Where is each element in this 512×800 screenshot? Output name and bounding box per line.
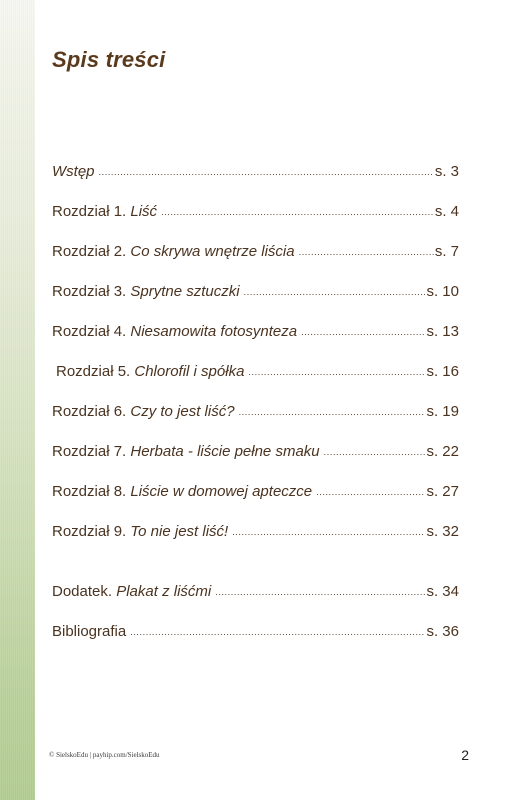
toc-entry-prefix: Rozdział 5.	[56, 363, 135, 380]
page-title: Spis treści	[52, 47, 166, 72]
dot-leader	[130, 627, 425, 637]
toc-entry-page: s. 22	[426, 443, 459, 460]
toc-entry-chapter-9	[52, 523, 459, 563]
dot-leader	[248, 367, 425, 377]
toc-entry-prefix: Rozdział 1.	[52, 203, 131, 220]
toc-entry-title: Sprytne sztuczki	[130, 283, 240, 300]
toc-entry-page: s. 3	[434, 163, 459, 180]
toc-entry-prefix: Rozdział 2.	[52, 243, 131, 260]
dot-leader	[161, 207, 434, 217]
decorative-green-strip	[0, 0, 35, 800]
toc-entry-title: Chlorofil i spółka	[134, 363, 245, 380]
toc-entry-title: Plakat z liśćmi	[116, 583, 212, 600]
toc-entry-chapter-6	[52, 403, 459, 443]
toc-entry-title: Niesamowita fotosynteza	[130, 323, 298, 340]
toc-entry-prefix: Rozdział 4.	[52, 323, 131, 340]
toc-entry-page: s. 16	[426, 363, 459, 380]
dot-leader	[299, 247, 434, 257]
page-number: 2	[461, 747, 469, 763]
dot-leader	[244, 287, 426, 297]
table-of-contents	[52, 163, 459, 663]
dot-leader	[301, 327, 425, 337]
toc-entry-title: Liść	[130, 203, 158, 220]
toc-entry-title: Herbata - liście pełne smaku	[130, 443, 320, 460]
toc-entry-chapter-1	[52, 203, 459, 243]
toc-entry-chapter-8	[52, 483, 459, 523]
toc-entry-title: Czy to jest liść?	[130, 403, 235, 420]
copyright-footer: © SielskoEdu | payhip.com/SielskoEdu	[49, 751, 160, 759]
dot-leader	[316, 487, 425, 497]
toc-entry-page: s. 13	[426, 323, 459, 340]
toc-entry-appendix	[52, 583, 459, 623]
toc-entry-chapter-7	[52, 443, 459, 483]
toc-entry-page: s. 7	[434, 243, 459, 260]
dot-leader	[215, 587, 425, 597]
toc-entry-page: s. 10	[426, 283, 459, 300]
toc-entry-prefix: Rozdział 3.	[52, 283, 131, 300]
toc-entry-page: s. 32	[426, 523, 459, 540]
toc-entry-title: Wstęp	[52, 163, 95, 180]
toc-entry-prefix: Dodatek.	[52, 583, 117, 600]
toc-entry-page: s. 27	[426, 483, 459, 500]
toc-entry-title: Liście w domowej apteczce	[130, 483, 313, 500]
dot-leader	[324, 447, 426, 457]
toc-entry-bibliography	[52, 623, 459, 663]
toc-entry-title: To nie jest liść!	[130, 523, 229, 540]
toc-entry-page: s. 4	[434, 203, 459, 220]
toc-entry-page: s. 19	[426, 403, 459, 420]
toc-entry-chapter-2	[52, 243, 459, 283]
toc-entry-chapter-3	[52, 283, 459, 323]
dot-leader	[232, 527, 425, 537]
toc-entry-prefix: Rozdział 8.	[52, 483, 131, 500]
toc-entry-prefix: Bibliografia	[52, 623, 127, 640]
toc-entry-page: s. 36	[426, 623, 459, 640]
toc-entry-title: Co skrywa wnętrze liścia	[130, 243, 295, 260]
toc-entry-prefix: Rozdział 7.	[52, 443, 131, 460]
toc-entry-prefix: Rozdział 6.	[52, 403, 131, 420]
toc-entry-chapter-4	[52, 323, 459, 363]
toc-entry-chapter-5	[52, 363, 459, 403]
toc-entry-prefix: Rozdział 9.	[52, 523, 131, 540]
dot-leader	[239, 407, 426, 417]
toc-entry-page: s. 34	[426, 583, 459, 600]
toc-entry-intro	[52, 163, 459, 203]
dot-leader	[99, 167, 434, 177]
